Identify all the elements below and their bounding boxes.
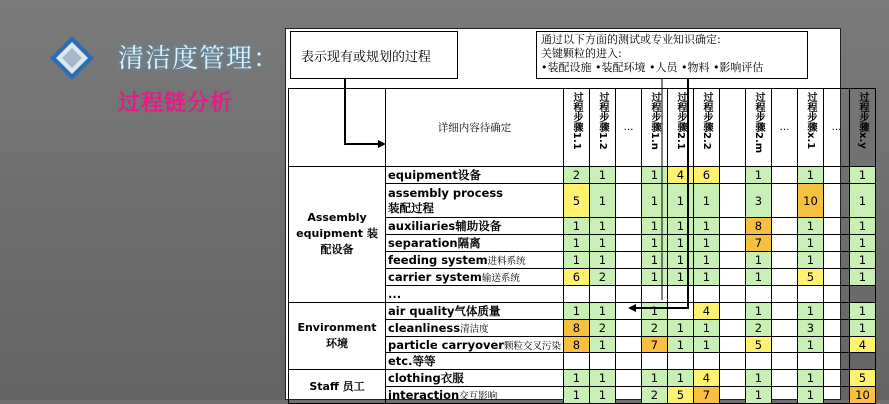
score-cell: 1 [641,252,667,269]
score-cell: 1 [849,218,875,235]
score-cell [823,235,849,252]
score-cell: 1 [589,302,615,319]
score-cell: 1 [589,218,615,235]
score-cell: 1 [563,302,589,319]
table-row [289,167,876,184]
score-cell [719,319,745,336]
score-cell [615,336,641,353]
score-cell: 6 [693,167,719,184]
score-cell: 1 [693,319,719,336]
score-cell: 1 [589,370,615,387]
score-cell: 1 [797,235,823,252]
step-header: 过程步骤1.2 [589,89,615,167]
score-cell [823,252,849,269]
score-cell [771,285,797,302]
diamond-logo-icon [48,34,96,82]
step-header: 过程步骤x.y [849,89,875,167]
score-cell: 1 [693,184,719,218]
group-label: Environment 环境 [289,302,386,370]
score-cell: 7 [745,235,771,252]
score-cell [615,252,641,269]
score-cell: 1 [797,370,823,387]
score-cell [823,387,849,404]
score-cell: 1 [693,268,719,285]
score-cell [849,353,875,370]
score-cell: 1 [797,302,823,319]
score-cell [771,252,797,269]
score-cell: 1 [641,167,667,184]
score-cell: 1 [563,235,589,252]
row-label: particle carryover颗粒交叉污染 [386,336,564,353]
score-cell: 1 [797,387,823,404]
score-cell: 1 [667,218,693,235]
score-cell [823,218,849,235]
header-detail-label: 详细内容待确定 [386,89,564,167]
score-cell [719,336,745,353]
score-cell: 8 [745,218,771,235]
score-cell: 1 [667,252,693,269]
score-cell: 1 [745,252,771,269]
score-cell: 8 [563,319,589,336]
slide-subtitle: 过程链分析 [118,91,234,116]
row-label: ... [386,285,564,302]
score-cell [615,218,641,235]
score-cell [563,285,589,302]
score-cell: 3 [797,319,823,336]
row-label: interaction交互影响 [386,387,564,404]
step-header: … [615,89,641,167]
score-cell [771,167,797,184]
step-header: 过程步骤x.1 [797,89,823,167]
score-cell [693,285,719,302]
score-cell [615,167,641,184]
score-cell [823,167,849,184]
score-cell [771,336,797,353]
score-cell [615,319,641,336]
score-cell [719,302,745,319]
score-cell: 2 [745,319,771,336]
score-cell [615,184,641,218]
step-header: 过程步骤2.m [745,89,771,167]
process-chain-table [288,88,876,404]
score-cell: 1 [745,167,771,184]
callout-criteria [536,31,808,79]
score-cell: 1 [797,336,823,353]
score-cell [719,184,745,218]
score-cell: 6 [563,268,589,285]
score-cell: 1 [693,336,719,353]
score-cell [667,302,693,319]
score-cell [771,184,797,218]
step-header: … [771,89,797,167]
score-cell: 1 [849,252,875,269]
score-cell [615,268,641,285]
score-cell: 5 [667,387,693,404]
score-cell [693,353,719,370]
score-cell: 2 [589,319,615,336]
score-cell: 1 [693,252,719,269]
score-cell: 1 [563,252,589,269]
group-label: Staff 员工 [289,370,386,404]
score-cell [823,285,849,302]
score-cell: 1 [693,235,719,252]
score-cell [823,302,849,319]
row-label: feeding system进料系统 [386,252,564,269]
row-label: clothing衣服 [386,370,564,387]
score-cell: 1 [589,336,615,353]
score-cell: 2 [563,167,589,184]
score-cell [771,353,797,370]
score-cell [719,252,745,269]
row-label: equipment设备 [386,167,564,184]
score-cell [563,353,589,370]
score-cell: 2 [589,268,615,285]
score-cell: 10 [797,184,823,218]
score-cell: 1 [797,218,823,235]
score-cell: 1 [641,184,667,218]
step-header: … [823,89,849,167]
score-cell: 1 [589,184,615,218]
score-cell [745,285,771,302]
step-header: 过程步骤1.1 [563,89,589,167]
score-cell: 1 [589,252,615,269]
header-blank [289,89,386,167]
row-label: air quality气体质量 [386,302,564,319]
score-cell: 1 [641,370,667,387]
score-cell [615,285,641,302]
score-cell: 1 [797,252,823,269]
row-label: carrier system输送系统 [386,268,564,285]
score-cell [589,285,615,302]
score-cell [719,268,745,285]
score-cell: 1 [745,387,771,404]
table-row [289,370,876,387]
step-header [719,89,745,167]
score-cell: 5 [849,370,875,387]
score-cell: 1 [667,235,693,252]
score-cell [615,302,641,319]
score-cell: 1 [589,167,615,184]
callout-process: 表示现有或规划的过程 [290,31,458,79]
score-cell: 1 [641,235,667,252]
score-cell [615,387,641,404]
score-cell [615,235,641,252]
score-cell [589,353,615,370]
score-cell: 2 [641,387,667,404]
score-cell: 10 [849,387,875,404]
step-header: 过程步骤2.1 [667,89,693,167]
score-cell: 1 [849,235,875,252]
score-cell [823,319,849,336]
score-cell [719,353,745,370]
score-cell: 1 [849,268,875,285]
score-cell: 7 [641,336,667,353]
slide-title: 清洁度管理： [118,44,281,74]
score-cell [823,184,849,218]
score-cell: 1 [563,218,589,235]
score-cell [719,387,745,404]
score-cell: 4 [667,167,693,184]
score-cell: 1 [849,184,875,218]
row-label: cleanliness清洁度 [386,319,564,336]
score-cell [745,353,771,370]
table-row [289,302,876,319]
score-cell: 2 [641,319,667,336]
callout-criteria-line: •装配设施 •装配环境 •人员 •物料 •影响评估 [541,61,764,74]
score-cell [719,370,745,387]
score-cell: 4 [849,336,875,353]
step-header: 过程步骤1.n [641,89,667,167]
score-cell: 3 [745,184,771,218]
score-cell [771,370,797,387]
score-cell [667,285,693,302]
score-cell: 5 [563,184,589,218]
score-cell [771,218,797,235]
score-cell: 1 [667,336,693,353]
row-label: auxiliaries辅助设备 [386,218,564,235]
score-cell: 1 [745,268,771,285]
score-cell [797,353,823,370]
score-cell: 1 [745,302,771,319]
score-cell: 1 [849,319,875,336]
score-cell: 1 [641,218,667,235]
score-cell: 1 [641,302,667,319]
score-cell: 1 [667,319,693,336]
score-cell [615,370,641,387]
step-header: 过程步骤2.2 [693,89,719,167]
score-cell: 1 [667,370,693,387]
score-cell: 1 [849,302,875,319]
score-cell [797,285,823,302]
score-cell [771,387,797,404]
score-cell: 1 [745,370,771,387]
score-cell: 8 [563,336,589,353]
score-cell: 1 [667,268,693,285]
score-cell: 1 [797,167,823,184]
score-cell [719,285,745,302]
score-cell [823,336,849,353]
score-cell: 4 [693,370,719,387]
row-label: separation隔离 [386,235,564,252]
row-label: etc.等等 [386,353,564,370]
score-cell: 1 [849,167,875,184]
score-cell [641,285,667,302]
group-label: Assembly equipment 装配设备 [289,167,386,303]
score-cell: 1 [589,387,615,404]
row-label: assembly process 装配过程 [386,184,564,218]
score-cell [641,353,667,370]
score-cell [719,235,745,252]
score-cell: 1 [641,268,667,285]
score-cell: 1 [693,218,719,235]
score-cell: 5 [797,268,823,285]
score-cell [719,167,745,184]
score-cell: 1 [589,235,615,252]
score-cell [823,268,849,285]
score-cell [823,370,849,387]
score-cell [615,353,641,370]
score-cell [719,218,745,235]
score-cell [771,268,797,285]
score-cell [849,285,875,302]
score-cell [771,302,797,319]
callout-criteria-line: 关键颗粒的进入: [541,47,622,60]
score-cell [823,353,849,370]
score-cell [771,319,797,336]
score-cell: 5 [745,336,771,353]
score-cell: 4 [693,302,719,319]
callout-criteria-line: 通过以下方面的测试或专业知识确定: [541,33,721,46]
score-cell [667,353,693,370]
score-cell: 7 [693,387,719,404]
score-cell: 1 [563,370,589,387]
score-cell: 1 [667,184,693,218]
score-cell: 1 [563,387,589,404]
score-cell [771,235,797,252]
